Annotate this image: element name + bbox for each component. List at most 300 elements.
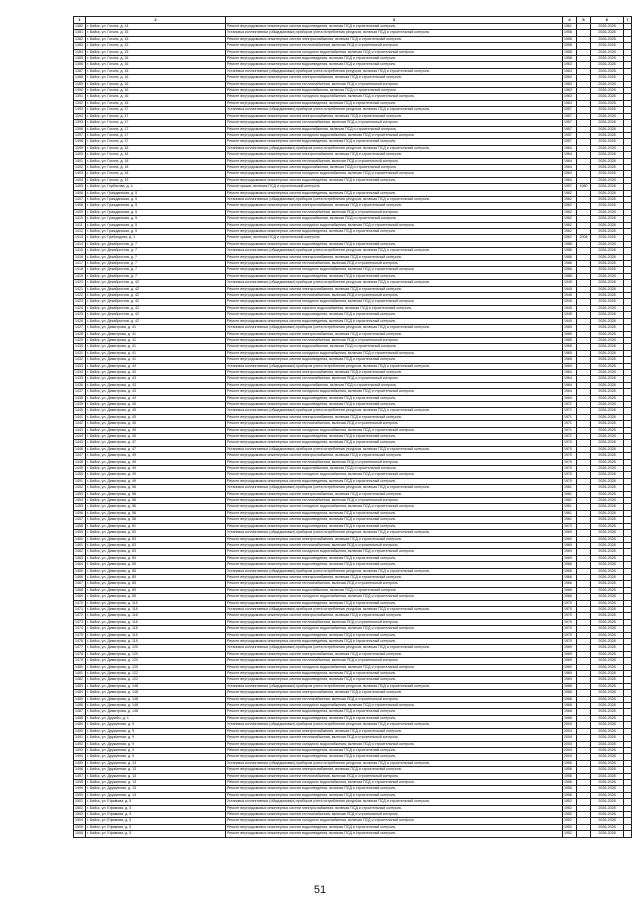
year-built-cell: 1971 (563, 401, 577, 407)
planned-period-cell: 2026-2028 (591, 639, 624, 645)
address-cell: г. Бийск, ул. Димитрова, д. 83 (86, 542, 226, 548)
work-type-cell: Ремонт внутридомовых инженерных систем теплоснабжения, включая ПСД и строительный контроль (226, 337, 563, 343)
row-number-cell: 1441 (74, 414, 86, 420)
work-type-cell: Ремонт внутридомовых инженерных систем теплоснабжения, включая ПСД и строительный контроль (226, 261, 563, 267)
year-built-cell: 1970 (563, 632, 577, 638)
work-type-cell: Ремонт внутридомовых инженерных систем водоотведения, включая ПСД и строительный контроль (226, 824, 563, 830)
planned-period-cell: 2026-2028 (591, 280, 624, 286)
work-type-cell: Ремонт внутридомовых инженерных систем водоотведения, включая ПСД и строительный контроль (226, 357, 563, 363)
planned-period-cell: 2026-2028 (591, 62, 624, 68)
row-number-cell: 1458 (74, 523, 86, 529)
row-number-cell: 1431 (74, 350, 86, 356)
work-type-cell: Ремонт внутридомовых инженерных систем теплоснабжения, включая ПСД и строительный контроль (226, 293, 563, 299)
address-cell: г. Бийск, ул. Ефимова, д. 5 (86, 831, 226, 837)
work-type-cell: Ремонт внутридомовых инженерных систем водоотведения, включая ПСД и строительный контроль (226, 312, 563, 318)
planned-period-cell: 2026-2028 (591, 120, 624, 126)
planned-period-cell: 2026-2028 (591, 190, 624, 196)
planned-period-cell: 2026-2028 (591, 318, 624, 324)
address-cell: г. Бийск, ул. Димитрова, д. 85 (86, 568, 226, 574)
work-type-cell: Ремонт внутридомовых инженерных систем холодного водоснабжения, включая ПСД и строительный контроль (226, 427, 563, 433)
year-built-cell: 1952 (563, 824, 577, 830)
year-built-cell: 1968 (563, 696, 577, 702)
year-built-cell: 1969 (563, 658, 577, 664)
year-built-cell: 1970 (563, 472, 577, 478)
year-built-cell: 1965 (563, 350, 577, 356)
header-col-4: 4 (563, 17, 577, 24)
work-type-cell: Ремонт внутридомовых инженерных систем водоотведения, включая ПСД и строительный контроль (226, 639, 563, 645)
year-built-cell: 2004 (563, 741, 577, 747)
address-cell: г. Бийск, ул. Димитрова, д. 45 (86, 421, 226, 427)
year-built-cell: 1964 (563, 171, 577, 177)
planned-period-cell: 2026-2028 (591, 466, 624, 472)
work-type-cell: Ремонт внутридомовых инженерных систем водоотведения, включая ПСД и строительный контроль (226, 632, 563, 638)
address-cell: г. Бийск, ул. Димитрова, д. 49 (86, 472, 226, 478)
work-type-cell: Ремонт внутридомовых инженерных систем водоснабжения, включая ПСД и строительный контроль (226, 126, 563, 132)
planned-period-cell: 2026-2028 (591, 754, 624, 760)
row-number-cell: 1469 (74, 594, 86, 600)
work-type-cell: Ремонт внутридомовых инженерных систем водоотведения, включая ПСД и строительный контроль (226, 229, 563, 235)
year-built-cell: 1956 (563, 779, 577, 785)
work-type-cell: Ремонт внутридомовых инженерных систем водоотведения, включая ПСД и строительный контроль (226, 434, 563, 440)
planned-period-cell: 2026-2028 (591, 350, 624, 356)
row-number-cell: 1449 (74, 466, 86, 472)
row-number-cell: 1380 (74, 24, 86, 30)
address-cell: г. Бийск, ул. Декабристов, д. 42 (86, 305, 226, 311)
planned-period-cell: 2026-2028 (591, 478, 624, 484)
year-built-cell: 1968 (563, 715, 577, 721)
work-type-cell: Ремонт внутридомовых инженерных систем электроснабжения, включая ПСД и строительный контроль (226, 574, 563, 580)
work-type-cell: Ремонт внутридомовых инженерных систем теплоснабжения, включая ПСД и строительный контроль (226, 811, 563, 817)
header-col-7: 7 (624, 17, 632, 24)
work-type-cell: Ремонт крыши, включая ПСД и строительный контроль (226, 235, 563, 241)
year-built-cell: 1971 (563, 408, 577, 414)
year-built-cell: 1965 (563, 331, 577, 337)
planned-period-cell: 2026-2028 (591, 491, 624, 497)
planned-period-cell: 2026-2028 (591, 43, 624, 49)
planned-period-cell: 2026-2028 (591, 286, 624, 292)
year-built-cell: 1957 (563, 132, 577, 138)
address-cell: г. Бийск, ул. Димитрова, д. 148 (86, 690, 226, 696)
planned-period-cell: 2026-2028 (591, 229, 624, 235)
year-built-cell: 1945 (563, 286, 577, 292)
year-built-cell: 1958 (563, 43, 577, 49)
year-last-repair-cell (577, 831, 591, 837)
row-number-cell: 1390 (74, 88, 86, 94)
row-number-cell: 1443 (74, 427, 86, 433)
planned-period-cell: 2026-2028 (591, 696, 624, 702)
work-type-cell: Ремонт внутридомовых инженерных систем теплоснабжения, включая ПСД и строительный контроль (226, 81, 563, 87)
work-type-cell: Ремонт внутридомовых инженерных систем электроснабжения, включая ПСД и строительный контроль (226, 369, 563, 375)
work-type-cell: Ремонт внутридомовых инженерных систем водоотведения, включая ПСД и строительный контроль (226, 100, 563, 106)
work-type-cell: Ремонт внутридомовых инженерных систем теплоснабжения, включая ПСД и строительный контроль (226, 658, 563, 664)
year-built-cell: 1969 (563, 677, 577, 683)
address-cell: г. Бийск, ул. Гоголя, д. 17 (86, 139, 226, 145)
row-number-cell: 1423 (74, 299, 86, 305)
row-number-cell: 1406 (74, 190, 86, 196)
row-number-cell: 1402 (74, 164, 86, 170)
row-number-cell: 1392 (74, 100, 86, 106)
planned-period-cell: 2026-2028 (591, 510, 624, 516)
planned-period-cell: 2026-2028 (591, 126, 624, 132)
year-built-cell: 1986 (563, 267, 577, 273)
address-cell: г. Бийск, ул. Димитрова, д. 85 (86, 581, 226, 587)
planned-period-cell: 2026-2028 (591, 773, 624, 779)
address-cell: г. Бийск, ул. Димитрова, д. 43 (86, 382, 226, 388)
planned-period-cell: 2026-2028 (591, 594, 624, 600)
row-number-cell: 1487 (74, 709, 86, 715)
year-built-cell: 1964 (563, 369, 577, 375)
year-built-cell: 2004 (563, 722, 577, 728)
row-number-cell: 1405 (74, 184, 86, 190)
work-type-cell: Ремонт внутридомовых инженерных систем электроснабжения, включая ПСД и строительный контроль (226, 254, 563, 260)
address-cell: г. Бийск, ул. Димитрова, д. 43 (86, 369, 226, 375)
row-number-cell: 1400 (74, 152, 86, 158)
address-cell: г. Бийск, ул. Димитрова, д. 56 (86, 491, 226, 497)
address-cell: г. Бийск, ул. Гоголя, д. 17 (86, 132, 226, 138)
planned-period-cell: 2026-2028 (591, 164, 624, 170)
row-number-cell: 1440 (74, 408, 86, 414)
address-cell: г. Бийск, ул. Ефимова, д. 5 (86, 818, 226, 824)
row-number-cell: 1382 (74, 36, 86, 42)
address-cell: г. Бийск, ул. Гоголя, д. 18 (86, 145, 226, 151)
year-built-cell: 1957 (563, 126, 577, 132)
year-built-cell: 1968 (563, 683, 577, 689)
planned-period-cell: 2026-2028 (591, 152, 624, 158)
row-number-cell: 1427 (74, 325, 86, 331)
year-built-cell: 1961 (563, 498, 577, 504)
address-cell: г. Бийск, ул. Декабристов, д. 7 (86, 241, 226, 247)
work-type-cell: Установка коллективных (общедомовых) приборов учета потребления ресурсов, включая ПСД и строительный контроль (226, 530, 563, 536)
address-cell: г. Бийск, ул. Ефимова, д. 5 (86, 811, 226, 817)
work-type-cell: Ремонт внутридомовых инженерных систем холодного водоснабжения, включая ПСД и строительный контроль (226, 594, 563, 600)
planned-period-cell: 2026-2028 (591, 421, 624, 427)
work-type-cell: Ремонт внутридомовых инженерных систем теплоснабжения, включая ПСД и строительный контроль (226, 158, 563, 164)
row-number-cell: 1439 (74, 401, 86, 407)
planned-period-cell: 2026-2028 (591, 363, 624, 369)
planned-period-cell: 2026-2028 (591, 747, 624, 753)
year-built-cell: 1958 (563, 56, 577, 62)
year-built-cell: 1963 (563, 88, 577, 94)
row-number-cell: 1429 (74, 337, 86, 343)
work-type-cell: Ремонт внутридомовых инженерных систем электроснабжения, включая ПСД и строительный контроль (226, 414, 563, 420)
address-cell: г. Бийск, ул. Дружинная, д. 13 (86, 792, 226, 798)
work-type-cell: Ремонт внутридомовых инженерных систем холодного водоснабжения, включая ПСД и строительный контроль (226, 703, 563, 709)
work-type-cell: Ремонт внутридомовых инженерных систем водоотведения, включая ПСД и строительный контроль (226, 273, 563, 279)
year-built-cell: 1958 (563, 36, 577, 42)
work-type-cell: Установка коллективных (общедомовых) приборов учета потребления ресурсов, включая ПСД и строительный контроль (226, 30, 563, 36)
address-cell: г. Бийск, ул. Димитрова, д. 83 (86, 549, 226, 555)
planned-period-cell: 2026-2028 (591, 587, 624, 593)
row-number-cell: 1477 (74, 645, 86, 651)
address-cell: г. Бийск, ул. Гоголя, д. 16 (86, 75, 226, 81)
planned-period-cell: 2026-2028 (591, 792, 624, 798)
year-built-cell: 1970 (563, 478, 577, 484)
work-type-cell: Ремонт внутридомовых инженерных систем электроснабжения, включая ПСД и строительный контроль (226, 286, 563, 292)
work-type-cell: Ремонт внутридомовых инженерных систем водоснабжения, включая ПСД и строительный контроль (226, 164, 563, 170)
address-cell: г. Бийск, ул. Гоголя, д. 16 (86, 88, 226, 94)
address-cell: г. Бийск, ул. Димитрова, д. 41 (86, 325, 226, 331)
year-built-cell: 1952 (563, 811, 577, 817)
row-number-cell: 1490 (74, 728, 86, 734)
row-number-cell: 1435 (74, 376, 86, 382)
row-number-cell: 1450 (74, 472, 86, 478)
row-number-cell: 1384 (74, 49, 86, 55)
work-type-cell: Ремонт внутридомовых инженерных систем водоотведения, включая ПСД и строительный контроль (226, 440, 563, 446)
row-number-cell: 1385 (74, 56, 86, 62)
planned-period-cell: 2026-2028 (591, 786, 624, 792)
address-cell: г. Бийск, ул. Димитрова, д. 41 (86, 337, 226, 343)
work-type-cell: Ремонт внутридомовых инженерных систем холодного водоснабжения, включая ПСД и строительный контроль (226, 132, 563, 138)
address-cell: г. Бийск, ул. Дружинная, д. 9 (86, 728, 226, 734)
row-number-cell: 1389 (74, 81, 86, 87)
year-built-cell: 1965 (563, 325, 577, 331)
planned-period-cell: 2026-2028 (591, 632, 624, 638)
work-type-cell: Ремонт внутридомовых инженерных систем водоотведения, включая ПСД и строительный контроль (226, 56, 563, 62)
address-cell: г. Бийск, ул. Гоголя, д. 17 (86, 126, 226, 132)
planned-period-cell: 2026-2028 (591, 177, 624, 183)
row-number-cell: 1472 (74, 613, 86, 619)
work-type-cell: Ремонт внутридомовых инженерных систем теплоснабжения, включая ПСД и строительный контроль (226, 498, 563, 504)
address-cell: г. Бийск, ул. Димитрова, д. 120 (86, 664, 226, 670)
year-built-cell: 1958 (563, 49, 577, 55)
work-type-cell: Установка коллективных (общедомовых) приборов учета потребления ресурсов, включая ПСД и строительный контроль (226, 145, 563, 151)
address-cell: г. Бийск, ул. Димитрова, д. 85 (86, 587, 226, 593)
address-cell: г. Бийск, ул. Димитрова, д. 118 (86, 613, 226, 619)
address-cell: г. Бийск, ул. Димитрова, д. 83 (86, 555, 226, 561)
planned-period-cell: 2026-2028 (591, 619, 624, 625)
row-number-cell: 1409 (74, 209, 86, 215)
row-number-cell: 1412 (74, 229, 86, 235)
work-type-cell: Ремонт внутридомовых инженерных систем водоотведения, включая ПСД и строительный контроль (226, 401, 563, 407)
row-number-cell: 1454 (74, 498, 86, 504)
row-number-cell: 1495 (74, 760, 86, 766)
work-type-cell: Ремонт внутридомовых инженерных систем холодного водоснабжения, включая ПСД и строительный контроль (226, 350, 563, 356)
row-number-cell: 1462 (74, 549, 86, 555)
year-built-cell: 1969 (563, 651, 577, 657)
address-cell: г. Бийск, ул. Гражданская, д. 5 (86, 216, 226, 222)
year-built-cell: 1957 (563, 120, 577, 126)
year-built-cell: 1969 (563, 542, 577, 548)
work-type-cell: Ремонт внутридомовых инженерных систем водоотведения, включая ПСД и строительный контроль (226, 177, 563, 183)
work-type-cell: Ремонт внутридомовых инженерных систем водоснабжения, включая ПСД и строительный контроль (226, 216, 563, 222)
work-type-cell: Ремонт внутридомовых инженерных систем холодного водоснабжения, включая ПСД и строительный контроль (226, 389, 563, 395)
row-number-cell: 1494 (74, 754, 86, 760)
work-type-cell: Ремонт внутридомовых инженерных систем электроснабжения, включая ПСД и строительный контроль (226, 203, 563, 209)
row-number-cell: 1453 (74, 491, 86, 497)
row-number-cell: 1467 (74, 581, 86, 587)
row-number-cell: 1451 (74, 478, 86, 484)
work-type-cell: Ремонт внутридомовых инженерных систем теплоснабжения, включая ПСД и строительный контроль (226, 421, 563, 427)
address-cell: г. Бийск, ул. Димитрова, д. 56 (86, 485, 226, 491)
row-number-cell: 1470 (74, 600, 86, 606)
planned-period-cell: 2026-2028 (591, 613, 624, 619)
work-type-cell: Ремонт внутридомовых инженерных систем холодного водоснабжения, включая ПСД и строительный контроль (226, 49, 563, 55)
row-number-cell: 1459 (74, 530, 86, 536)
row-number-cell: 1466 (74, 574, 86, 580)
planned-period-cell: 2026-2028 (591, 677, 624, 683)
planned-period-cell: 2026-2028 (591, 453, 624, 459)
work-type-cell: Установка коллективных (общедомовых) приборов учета потребления ресурсов, включая ПСД и строительный контроль (226, 68, 563, 74)
row-number-cell: 1485 (74, 696, 86, 702)
planned-period-cell: 2026-2028 (591, 542, 624, 548)
row-number-cell: 1503 (74, 811, 86, 817)
planned-period-cell: 2026-2028 (591, 664, 624, 670)
row-number-cell: 1422 (74, 293, 86, 299)
row-number-cell: 1417 (74, 261, 86, 267)
year-built-cell: 1952 (563, 805, 577, 811)
year-built-cell: 1945 (563, 312, 577, 318)
work-type-cell: Ремонт внутридомовых инженерных систем холодного водоснабжения, включая ПСД и строительный контроль (226, 504, 563, 510)
row-number-cell: 1483 (74, 683, 86, 689)
address-cell: г. Бийск, ул. Гоголя, д. 18 (86, 152, 226, 158)
work-type-cell: Ремонт внутридомовых инженерных систем холодного водоснабжения, включая ПСД и строительный контроль (226, 472, 563, 478)
planned-period-cell: 2026-2028 (591, 184, 624, 190)
row-number-cell: 1394 (74, 113, 86, 119)
row-number-cell: 1395 (74, 120, 86, 126)
year-built-cell: 1956 (563, 773, 577, 779)
year-built-cell: 1986 (563, 261, 577, 267)
year-built-cell: 1956 (563, 767, 577, 773)
year-built-cell: 1945 (563, 305, 577, 311)
work-type-cell: Ремонт внутридомовых инженерных систем водоотведения, включая ПСД и строительный контроль (226, 671, 563, 677)
planned-period-cell: 2026-2028 (591, 498, 624, 504)
year-last-repair-cell: 1980 (577, 184, 591, 190)
address-cell: г. Бийск, ул. Дружинная, д. 13 (86, 767, 226, 773)
year-built-cell: 1962 (563, 222, 577, 228)
work-type-cell: Ремонт внутридомовых инженерных систем теплоснабжения, включая ПСД и строительный контроль (226, 773, 563, 779)
address-cell: г. Бийск, ул. Дружинная, д. 13 (86, 773, 226, 779)
year-built-cell: 1956 (563, 792, 577, 798)
planned-period-cell: 2026-2028 (591, 30, 624, 36)
row-number-cell: 1418 (74, 267, 86, 273)
row-number-cell: 1479 (74, 658, 86, 664)
planned-period-cell: 2026-2028 (591, 722, 624, 728)
work-type-cell: Установка коллективных (общедомовых) приборов учета потребления ресурсов, включая ПСД и строительный контроль (226, 722, 563, 728)
address-cell: г. Бийск, ул. Димитрова, д. 85 (86, 594, 226, 600)
work-type-cell: Ремонт внутридомовых инженерных систем электроснабжения, включая ПСД и строительный контроль (226, 113, 563, 119)
planned-period-cell: 2026-2028 (591, 434, 624, 440)
year-built-cell: 1970 (563, 626, 577, 632)
address-cell: г. Бийск, ул. Горбатова, д. 4 (86, 184, 226, 190)
year-built-cell: 1966 (563, 587, 577, 593)
year-built-cell: 1963 (563, 94, 577, 100)
planned-period-cell: 2026-2028 (591, 799, 624, 805)
row-number-cell: 1401 (74, 158, 86, 164)
work-type-cell: Установка коллективных (общедомовых) приборов учета потребления ресурсов, включая ПСД и строительный контроль (226, 196, 563, 202)
year-built-cell: 1962 (563, 203, 577, 209)
work-type-cell: Ремонт внутридомовых инженерных систем водоотведения, включая ПСД и строительный контроль (226, 562, 563, 568)
planned-period-cell: 2026-2028 (591, 254, 624, 260)
work-type-cell: Ремонт внутридомовых инженерных систем теплоснабжения, включая ПСД и строительный контроль (226, 120, 563, 126)
address-cell: г. Бийск, ул. Димитрова, д. 41 (86, 344, 226, 350)
work-type-cell: Ремонт внутридомовых инженерных систем водоотведения, включая ПСД и строительный контроль (226, 786, 563, 792)
work-type-cell: Ремонт внутридомовых инженерных систем теплоснабжения, включая ПСД и строительный контроль (226, 542, 563, 548)
year-built-cell: 1957 (563, 107, 577, 113)
year-built-cell: 1986 (563, 241, 577, 247)
address-cell: г. Бийск, ул. Димитрова, д. 122 (86, 677, 226, 683)
address-cell: г. Бийск, ул. Дружинная, д. 13 (86, 786, 226, 792)
work-type-cell: Ремонт внутридомовых инженерных систем теплоснабжения, включая ПСД и строительный контроль (226, 459, 563, 465)
planned-period-cell: 2026-2028 (591, 357, 624, 363)
planned-period-cell: 2026-2028 (591, 709, 624, 715)
address-cell: г. Бийск, ул. Декабристов, д. 42 (86, 318, 226, 324)
row-number-cell: 1434 (74, 369, 86, 375)
year-built-cell: 1969 (563, 530, 577, 536)
planned-period-cell: 2026-2028 (591, 382, 624, 388)
planned-period-cell: 2026-2028 (591, 805, 624, 811)
address-cell: г. Бийск, ул. Дружинная, д. 9 (86, 722, 226, 728)
planned-period-cell: 2026-2028 (591, 671, 624, 677)
address-cell: г. Бийск, ул. Гоголя, д. 17 (86, 120, 226, 126)
row-number-cell: 1457 (74, 517, 86, 523)
year-built-cell: 1962 (563, 196, 577, 202)
planned-period-cell: 2026-2028 (591, 36, 624, 42)
row-number-cell: 1410 (74, 216, 86, 222)
planned-period-cell: 2026-2028 (591, 459, 624, 465)
year-built-cell: 1961 (563, 517, 577, 523)
year-built-cell: 1961 (563, 24, 577, 30)
year-built-cell: 1965 (563, 344, 577, 350)
address-cell: г. Бийск, ул. Димитрова, д. 120 (86, 658, 226, 664)
row-number-cell: 1489 (74, 722, 86, 728)
address-cell: г. Бийск, ул. Дружинная, д. 9 (86, 747, 226, 753)
work-type-cell: Ремонт внутридомовых инженерных систем электроснабжения, включая ПСД и строительный контроль (226, 453, 563, 459)
address-cell: г. Бийск, ул. Димитрова, д. 49 (86, 466, 226, 472)
planned-period-cell: 2026-2028 (591, 440, 624, 446)
row-number-cell: 1488 (74, 715, 86, 721)
year-built-cell: 1965 (563, 337, 577, 343)
row-number-cell: 1463 (74, 555, 86, 561)
year-built-cell: 1966 (563, 594, 577, 600)
work-type-cell: Ремонт крыши, включая ПСД и строительный контроль (226, 184, 563, 190)
year-built-cell: 2004 (563, 754, 577, 760)
work-type-cell: Ремонт внутридомовых инженерных систем теплоснабжения, включая ПСД и строительный контроль (226, 735, 563, 741)
row-number-cell: 1432 (74, 357, 86, 363)
row-number-cell: 1455 (74, 504, 86, 510)
year-built-cell: 1961 (563, 504, 577, 510)
work-type-cell: Установка коллективных (общедомовых) приборов учета потребления ресурсов, включая ПСД и строительный контроль (226, 799, 563, 805)
work-type-cell: Ремонт внутридомовых инженерных систем теплоснабжения, включая ПСД и строительный контроль (226, 619, 563, 625)
work-type-cell: Ремонт внутридомовых инженерных систем холодного водоснабжения, включая ПСД и строительный контроль (226, 741, 563, 747)
address-cell: г. Бийск, ул. Гоголя, д. 19 (86, 177, 226, 183)
year-built-cell: 1970 (563, 459, 577, 465)
planned-period-cell: 2026-2028 (591, 735, 624, 741)
address-cell: г. Бийск, ул. Димитрова, д. 41 (86, 331, 226, 337)
year-built-cell: 1964 (563, 376, 577, 382)
work-type-cell: Ремонт внутридомовых инженерных систем водоотведения, включая ПСД и строительный контроль (226, 478, 563, 484)
year-built-cell: 1969 (563, 645, 577, 651)
work-type-cell: Ремонт внутридомовых инженерных систем водоотведения, включая ПСД и строительный контроль (226, 517, 563, 523)
work-type-cell: Ремонт внутридомовых инженерных систем холодного водоснабжения, включая ПСД и строительный контроль (226, 549, 563, 555)
row-number-cell: 1482 (74, 677, 86, 683)
planned-period-cell: 2026-2028 (591, 94, 624, 100)
planned-period-cell: 2026-2028 (591, 606, 624, 612)
year-built-cell: 1964 (563, 177, 577, 183)
page-number: 51 (313, 884, 327, 896)
work-type-cell: Ремонт внутридомовых инженерных систем водоотведения, включая ПСД и строительный контроль (226, 62, 563, 68)
work-type-cell: Ремонт внутридомовых инженерных систем теплоснабжения, включая ПСД и строительный контроль (226, 376, 563, 382)
planned-period-cell: 2026-2028 (591, 703, 624, 709)
address-cell: г. Бийск, ул. Ефимова, д. 5 (86, 824, 226, 830)
row-number-cell: 1468 (74, 587, 86, 593)
address-cell: г. Бийск, ул. Дружинная, д. 13 (86, 779, 226, 785)
row-number-cell: 1430 (74, 344, 86, 350)
address-cell: г. Бийск, ул. Димитрова, д. 83 (86, 536, 226, 542)
address-cell: г. Бийск, ул. Гоголя, д. 15 (86, 49, 226, 55)
address-cell: г. Бийск, ул. Димитрова, д. 122 (86, 671, 226, 677)
work-type-cell: Ремонт внутридомовых инженерных систем теплоснабжения, включая ПСД и строительный контроль (226, 209, 563, 215)
planned-period-cell: 2026-2028 (591, 651, 624, 657)
